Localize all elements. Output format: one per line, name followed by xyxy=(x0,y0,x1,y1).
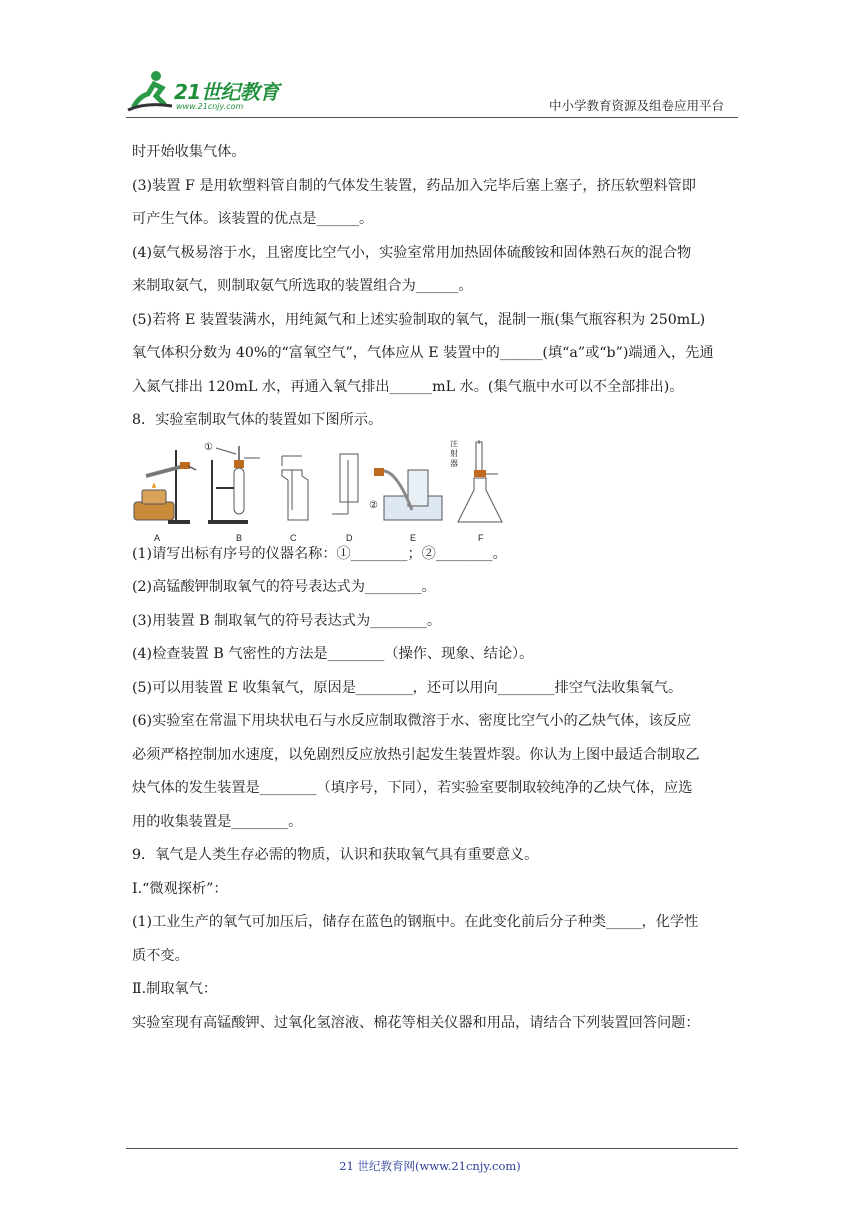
apparatus-d xyxy=(332,454,358,514)
svg-text:射: 射 xyxy=(450,448,458,458)
site-logo xyxy=(126,66,291,118)
text-line: (3)装置 F 是用软塑料管自制的气体发生装置，药品加入完毕后塞上塞子，挤压软塑料管即 xyxy=(132,177,696,194)
text-line: (5)若将 E 装置装满水，用纯氮气和上述实验制取的氧气，混制一瓶(集气瓶容积为 250mL) xyxy=(132,311,706,328)
text-line: 时开始收集气体。 xyxy=(132,144,246,160)
figure-label-f: F xyxy=(478,532,484,543)
runner-icon xyxy=(126,66,174,114)
svg-text:注: 注 xyxy=(450,439,458,448)
text-line: 炔气体的发生装置是________（填序号，下同），若实验室要制取较纯净的乙炔气体，应选 xyxy=(132,780,693,796)
text-line: 必须严格控制加水速度，以免剧烈反应放热引起发生装置炸裂。你认为上图中最适合制取乙 xyxy=(132,746,700,763)
footer-divider xyxy=(126,1148,738,1149)
question-8-stem: 8．实验室制取气体的装置如下图所示。 xyxy=(132,412,383,428)
text-line: (6)实验室在常温下用块状电石与水反应制取微溶于水、密度比空气小的乙炔气体，该反应 xyxy=(132,713,692,729)
header-divider xyxy=(126,117,738,118)
apparatus-figure xyxy=(132,439,532,543)
logo-text: 21世纪教育 xyxy=(174,80,279,104)
text-line: (2)高锰酸钾制取氧气的符号表达式为________。 xyxy=(132,579,436,595)
apparatus-c xyxy=(282,456,308,520)
figure-label-d: D xyxy=(346,532,353,543)
svg-text:①: ① xyxy=(204,441,213,453)
figure-label-e: E xyxy=(410,532,417,543)
apparatus-f xyxy=(450,440,502,522)
apparatus-b xyxy=(204,442,260,524)
text-line: 质不变。 xyxy=(132,947,189,964)
figure-label-a: A xyxy=(154,532,161,543)
svg-text:器: 器 xyxy=(450,458,458,468)
text-line: 氧气体积分数为 40%的“富氧空气”，气体应从 E 装置中的______(填“a”或“b”)端通入，先通 xyxy=(132,345,714,361)
text-line: 实验室现有高锰酸钾、过氧化氢溶液、棉花等相关仪器和用品，请结合下列装置回答问题： xyxy=(132,1014,700,1031)
section-heading: Ⅱ.制取氧气： xyxy=(132,981,218,997)
question-9-stem: 9．氧气是人类生存必需的物质，认识和获取氧气具有重要意义。 xyxy=(132,847,539,863)
figure-label-b: B xyxy=(236,532,243,543)
text-line: (1)请写出标有序号的仪器名称：①________；②________。 xyxy=(132,545,507,562)
text-line: (1)工业生产的氧气可加压后，储存在蓝色的钢瓶中。在此变化前后分子种类_____，化学性 xyxy=(132,914,699,930)
text-line: 用的收集装置是________。 xyxy=(132,813,303,830)
logo-url: www.21cnjy.com xyxy=(176,102,244,111)
text-line: 入氮气排出 120mL 水，再通入氧气排出______mL 水。(集气瓶中水可以不全部排出)。 xyxy=(132,378,684,395)
text-line: (4)检查装置 B 气密性的方法是________（操作、现象、结论）。 xyxy=(132,646,534,662)
apparatus-a xyxy=(134,450,196,524)
svg-text:②: ② xyxy=(369,499,378,511)
figure-label-c: C xyxy=(290,532,297,543)
footer-link[interactable]: 21 世纪教育网(www.21cnjy.com) xyxy=(339,1159,521,1173)
text-line: (5)可以用装置 E 收集氧气，原因是________，还可以用向________排空气法收集氧气。 xyxy=(132,679,683,696)
apparatus-e xyxy=(369,468,442,520)
text-line: (4)氨气极易溶于水，且密度比空气小，实验室常用加热固体硫酸铵和固体熟石灰的混合物 xyxy=(132,244,692,261)
text-line: (3)用装置 B 制取氧气的符号表达式为________。 xyxy=(132,612,442,629)
text-line: 可产生气体。该装置的优点是______。 xyxy=(132,211,374,227)
section-heading: I.“微观探析”： xyxy=(132,880,228,897)
text-line: 来制取氨气，则制取氨气所选取的装置组合为______。 xyxy=(132,278,473,294)
document-body xyxy=(132,140,738,1036)
header-platform-text: 中小学教育资源及组卷应用平台 xyxy=(548,98,724,113)
lab-apparatus-drawing xyxy=(132,440,532,530)
